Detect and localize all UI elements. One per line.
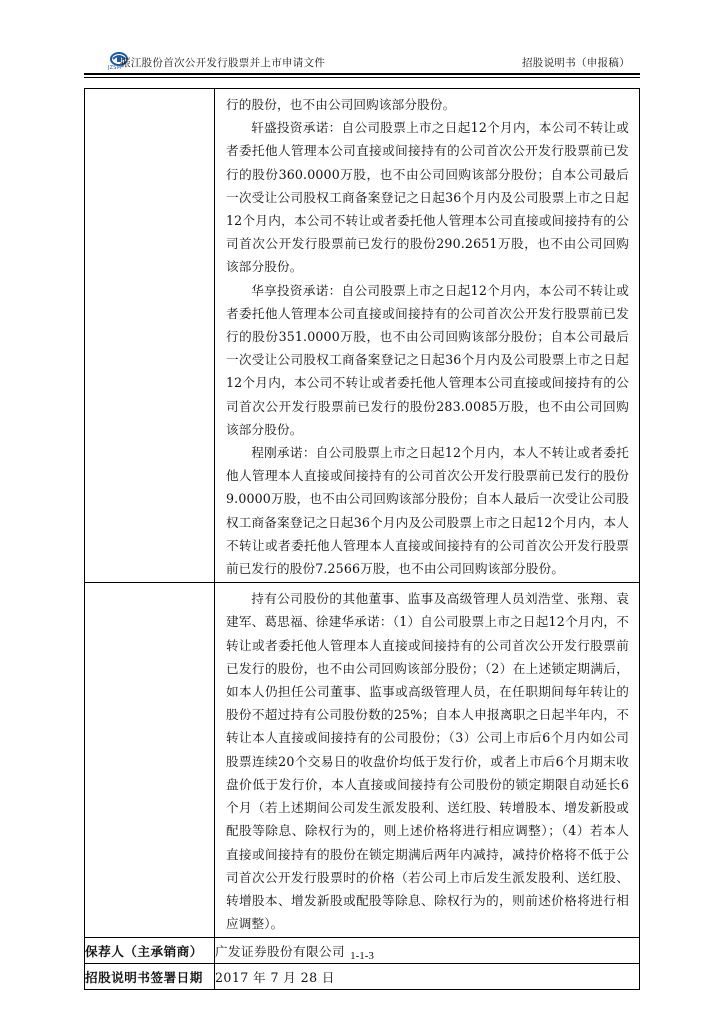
- commitment-paragraph: 程刚承诺：自公司股票上市之日起12个月内，本人不转让或者委托他人管理本人直接或间接持有的公司首次公开发行股票前已发行的股份9.0000万股，也不由公司回购该部分股份；自本人最后一次受让公司股权工商备案登记之日起36个月内及公司股票上市之日起12个月内，本人不转让或者委托他人管理本人直接或间接持有的公司首次公开发行股票前已发行的股份7.2566万股，也不由公司回购该部分股份。: [226, 445, 629, 577]
- commitment-paragraph: 持有公司股份的其他董事、监事及高级管理人员刘浩堂、张翔、袁建军、葛思福、徐建华承诺：（1）自公司股票上市之日起12个月内，不转让或者委托他人管理本人直接或间接持有的公司首次公开发行股票前已发行的股份，也不由公司回购该部分股份；（2）在上述锁定期满后，如本人仍担任公司董事、监事或高级管理人员，在任职期间每年转让的股份不超过持有公司股份数的25%；自本人申报离职之日起半年内，不转让本人直接或间接持有的公司股份；（3）公司上市后6个月内如公司股票连续20个交易日的收盘价均低于发行价，或者上市后6个月期末收盘价低于发行价，本人直接或间接持有公司股份的锁定期限自动延长6个月（若上述期间公司发生派发股利、送红股、转增股本、增发新股或配股等除息、除权行为的，则上述价格将进行相应调整）；（4）若本人直接或间接持有的股份在锁定期满后两年内减持，减持价格将不低于公司首次公开发行股票时的价格（若公司上市后发生派发股利、送红股、转增股本、增发新股或配股等除息、除权行为的，则前述价格将进行相应调整）。: [226, 591, 629, 932]
- sponsor-value: 广发证券股份有限公司: [215, 938, 640, 964]
- header-rule-thin: [84, 77, 640, 78]
- document-type: 招股说明书（申报稿）: [522, 57, 630, 69]
- sign-date-label: 招股说明书签署日期: [85, 964, 215, 990]
- table-cell-empty: [85, 583, 215, 938]
- table-cell-commitments-2: [215, 583, 640, 938]
- continued-text: 行的股份，也不由公司回购该部分股份。: [226, 97, 456, 112]
- table-cell-commitments-1: [215, 89, 640, 583]
- header-rule-thick: [84, 73, 640, 75]
- table-row-sign-date: [85, 964, 640, 990]
- page-header: [84, 46, 640, 76]
- commitment-paragraph: 华享投资承诺：自公司股票上市之日起12个月内，本公司不转让或者委托他人管理本公司直接或间接持有的公司首次公开发行股票前已发行的股份351.0000万股，也不由公司回购该部分股份；自本公司最后一次受让公司股权工商备案登记之日起36个月内及公司股票上市之日起12个月内，本公司不转让或者委托他人管理本公司直接或间接持有的公司首次公开发行股票前已发行的股份283.0085万股，也不由公司回购该部分股份。: [226, 282, 629, 437]
- commitment-paragraph: 轩盛投资承诺：自公司股票上市之日起12个月内，本公司不转让或者委托他人管理本公司直接或间接持有的公司首次公开发行股票前已发行的股份360.0000万股，也不由公司回购该部分股份；自本公司最后一次受让公司股权工商备案登记之日起36个月内及公司股票上市之日起12个月内，本公司不转让或者委托他人管理本公司直接或间接持有的公司首次公开发行股票前已发行的股份290.2651万股，也不由公司回购该部分股份。: [226, 120, 629, 275]
- info-table: [84, 88, 640, 990]
- logo-text: JZSM: [108, 65, 122, 71]
- page-number: 1-1-3: [350, 950, 374, 962]
- table-row: [85, 583, 640, 938]
- table-cell-empty: [85, 89, 215, 583]
- document-title: 振江股份首次公开发行股票并上市申请文件: [120, 57, 326, 69]
- table-row: [85, 89, 640, 583]
- sponsor-label: 保荐人（主承销商）: [85, 938, 215, 964]
- sign-date-value: 2017 年 7 月 28 日: [215, 964, 640, 990]
